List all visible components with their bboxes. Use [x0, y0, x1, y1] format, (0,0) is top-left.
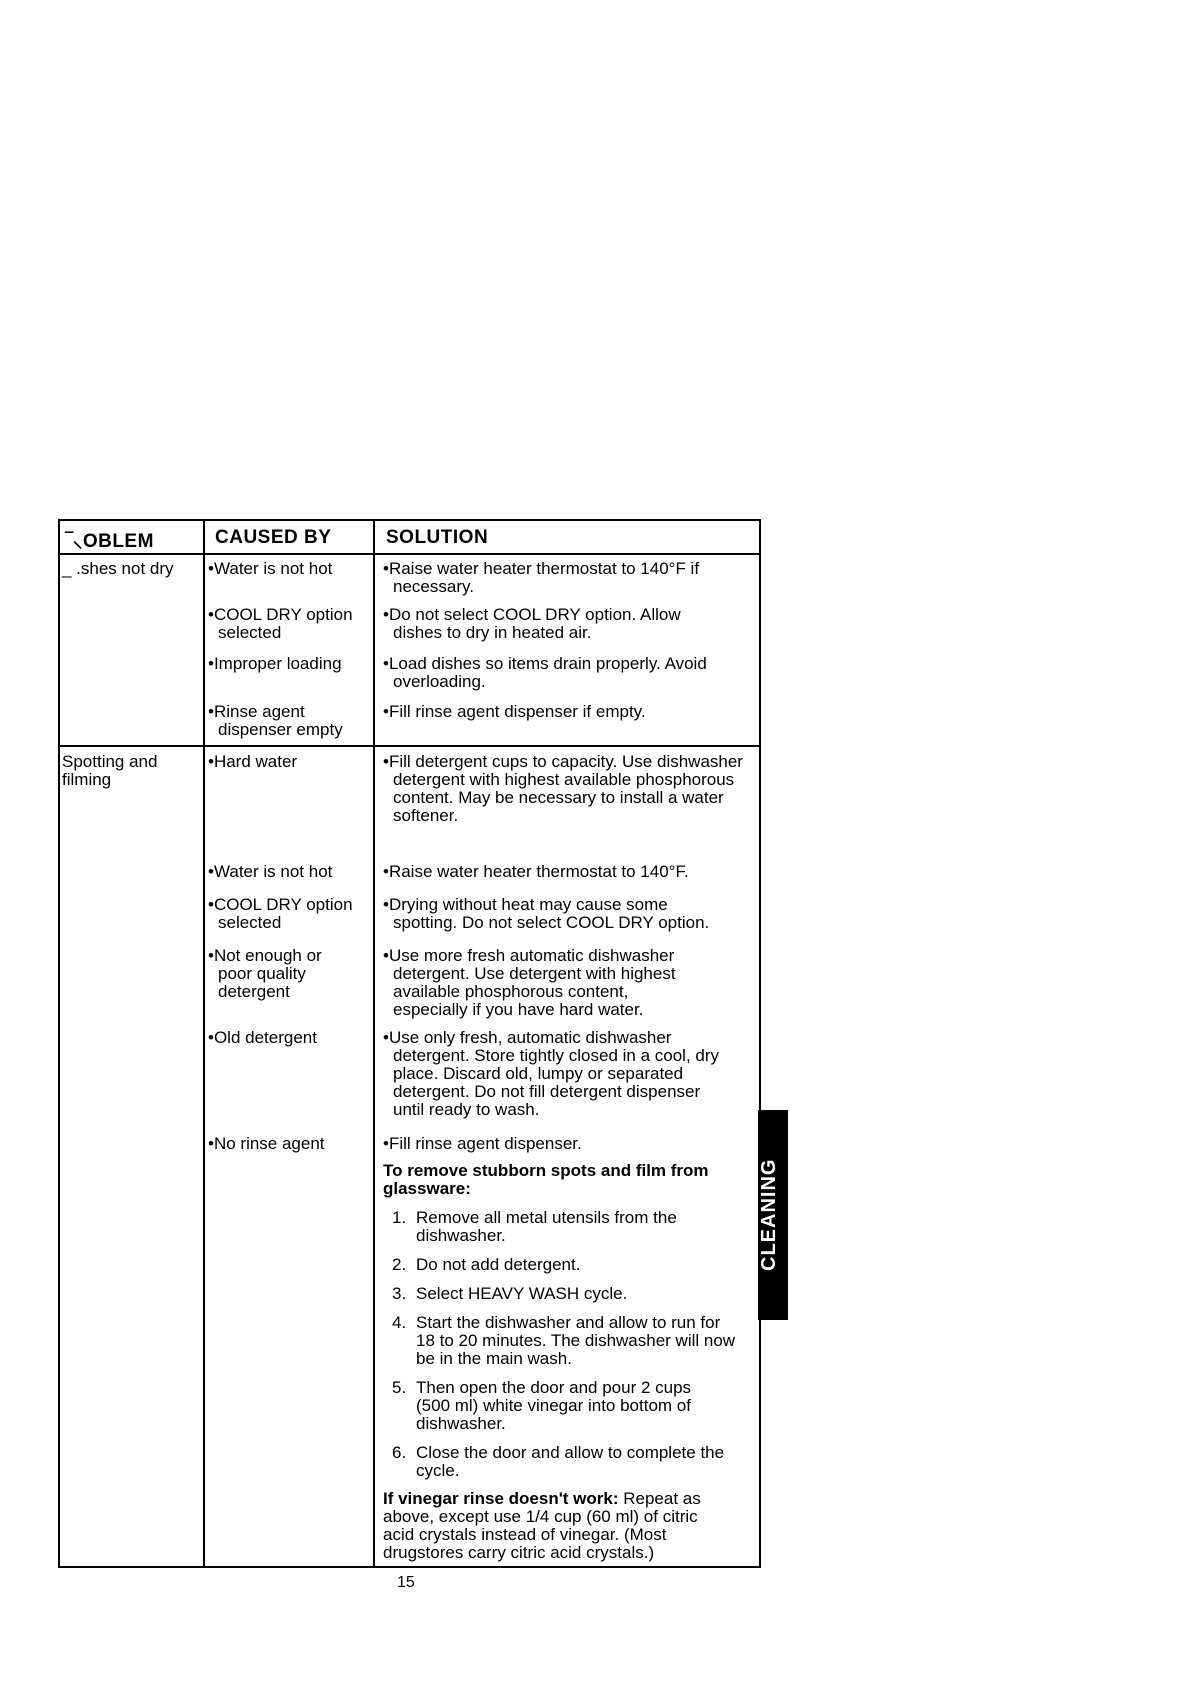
cause-rinse-agent: •Rinse agent: [208, 702, 305, 721]
problem-dishes-not-dry: _ .shes not dry: [62, 559, 174, 578]
row-divider: [58, 745, 761, 747]
solution-dry-2: •Do not select COOL DRY option. Allow: [383, 605, 681, 624]
solution-spot-1: •Fill detergent cups to capacity. Use dishwasher: [383, 752, 743, 771]
step-5c: dishwasher.: [416, 1414, 506, 1433]
solution-spot-5c: place. Discard old, lumpy or separated: [393, 1064, 684, 1083]
solution-spot-3: •Drying without heat may cause some: [383, 895, 668, 914]
solution-dry-3b: overloading.: [393, 672, 486, 691]
table-border-top: [58, 519, 761, 521]
step-6b: cycle.: [416, 1461, 460, 1480]
vinegar-line-1: If vinegar rinse doesn't work: Repeat as: [383, 1489, 701, 1508]
solution-dry-3: •Load dishes so items drain properly. Avoid: [383, 654, 707, 673]
side-tab: CLEANING: [758, 1110, 788, 1320]
step-3: 3. Select HEAVY WASH cycle.: [392, 1284, 628, 1303]
col-divider-2: [373, 519, 375, 1568]
step-5: 5. Then open the door and pour 2 cups: [392, 1378, 692, 1397]
vinegar-line-3: acid crystals instead of vinegar. (Most: [383, 1525, 667, 1544]
solution-spot-1c: content. May be necessary to install a water: [393, 788, 724, 807]
solution-spot-5: •Use only fresh, automatic dishwasher: [383, 1028, 672, 1047]
solution-dry-1b: necessary.: [393, 577, 474, 596]
cause-cool-dry-selected: selected: [218, 913, 282, 932]
cause-water-not-hot-2: •Water is not hot: [208, 862, 333, 881]
step-4: 4. Start the dishwasher and allow to run for: [392, 1313, 721, 1332]
vinegar-line-4: drugstores carry citric acid crystals.): [383, 1543, 655, 1562]
cause-hard-water: •Hard water: [208, 752, 298, 771]
vinegar-line-2: above, except use 1/4 cup (60 ml) of citric: [383, 1507, 698, 1526]
solution-spot-5d: detergent. Do not fill detergent dispenser: [393, 1082, 701, 1101]
cause-improper-loading: •Improper loading: [208, 654, 342, 673]
page-number: 15: [397, 1574, 415, 1591]
table-border-bottom: [58, 1566, 761, 1568]
solution-spot-4c: available phosphorous content,: [393, 982, 629, 1001]
problem-filming: filming: [62, 770, 112, 789]
remove-stubborn-heading-2: glassware:: [383, 1179, 471, 1198]
solution-spot-1b: detergent with highest available phosphorous: [393, 770, 735, 789]
solution-dry-2b: dishes to dry in heated air.: [393, 623, 592, 642]
solution-spot-3b: spotting. Do not select COOL DRY option.: [393, 913, 710, 932]
header-caused-by: CAUSED BY: [215, 527, 332, 548]
step-6: 6. Close the door and allow to complete the: [392, 1443, 725, 1462]
cause-no-rinse-agent: •No rinse agent: [208, 1134, 325, 1153]
solution-spot-6: •Fill rinse agent dispenser.: [383, 1134, 582, 1153]
solution-dry-1: •Raise water heater thermostat to 140°F if: [383, 559, 700, 578]
cause-detergent: detergent: [218, 982, 290, 1001]
step-4b: 18 to 20 minutes. The dishwasher will now: [416, 1331, 736, 1350]
cause-water-not-hot: •Water is not hot: [208, 559, 333, 578]
cause-cool-dry: •COOL DRY option: [208, 605, 353, 624]
solution-spot-4d: especially if you have hard water.: [393, 1000, 644, 1019]
step-5b: (500 ml) white vinegar into bottom of: [416, 1396, 691, 1415]
cause-cool-dry-2: selected: [218, 623, 282, 642]
step-1b: dishwasher.: [416, 1226, 506, 1245]
cause-not-enough: •Not enough or: [208, 946, 322, 965]
col-divider-left: [58, 519, 60, 1568]
solution-dry-4: •Fill rinse agent dispenser if empty.: [383, 702, 646, 721]
table-header-bottom: [58, 553, 761, 555]
cause-cool-dry-option: •COOL DRY option: [208, 895, 353, 914]
solution-spot-2: •Raise water heater thermostat to 140°F.: [383, 862, 689, 881]
solution-spot-4: •Use more fresh automatic dishwasher: [383, 946, 675, 965]
step-2: 2. Do not add detergent.: [392, 1255, 581, 1274]
col-divider-right: [759, 519, 761, 1568]
header-problem: ‾⸜OBLEM: [66, 531, 154, 552]
step-4c: be in the main wash.: [416, 1349, 572, 1368]
solution-spot-4b: detergent. Use detergent with highest: [393, 964, 676, 983]
cause-old-detergent: •Old detergent: [208, 1028, 317, 1047]
cause-poor-quality: poor quality: [218, 964, 306, 983]
solution-spot-5b: detergent. Store tightly closed in a cool, dry: [393, 1046, 720, 1065]
problem-spotting: Spotting and: [62, 752, 158, 771]
remove-stubborn-heading: To remove stubborn spots and film from: [383, 1161, 709, 1180]
step-1: 1. Remove all metal utensils from the: [392, 1208, 677, 1227]
solution-spot-1d: softener.: [393, 806, 459, 825]
cause-rinse-agent-2: dispenser empty: [218, 720, 343, 739]
header-solution: SOLUTION: [386, 527, 489, 548]
solution-spot-5e: until ready to wash.: [393, 1100, 540, 1119]
col-divider-1: [203, 519, 205, 1568]
